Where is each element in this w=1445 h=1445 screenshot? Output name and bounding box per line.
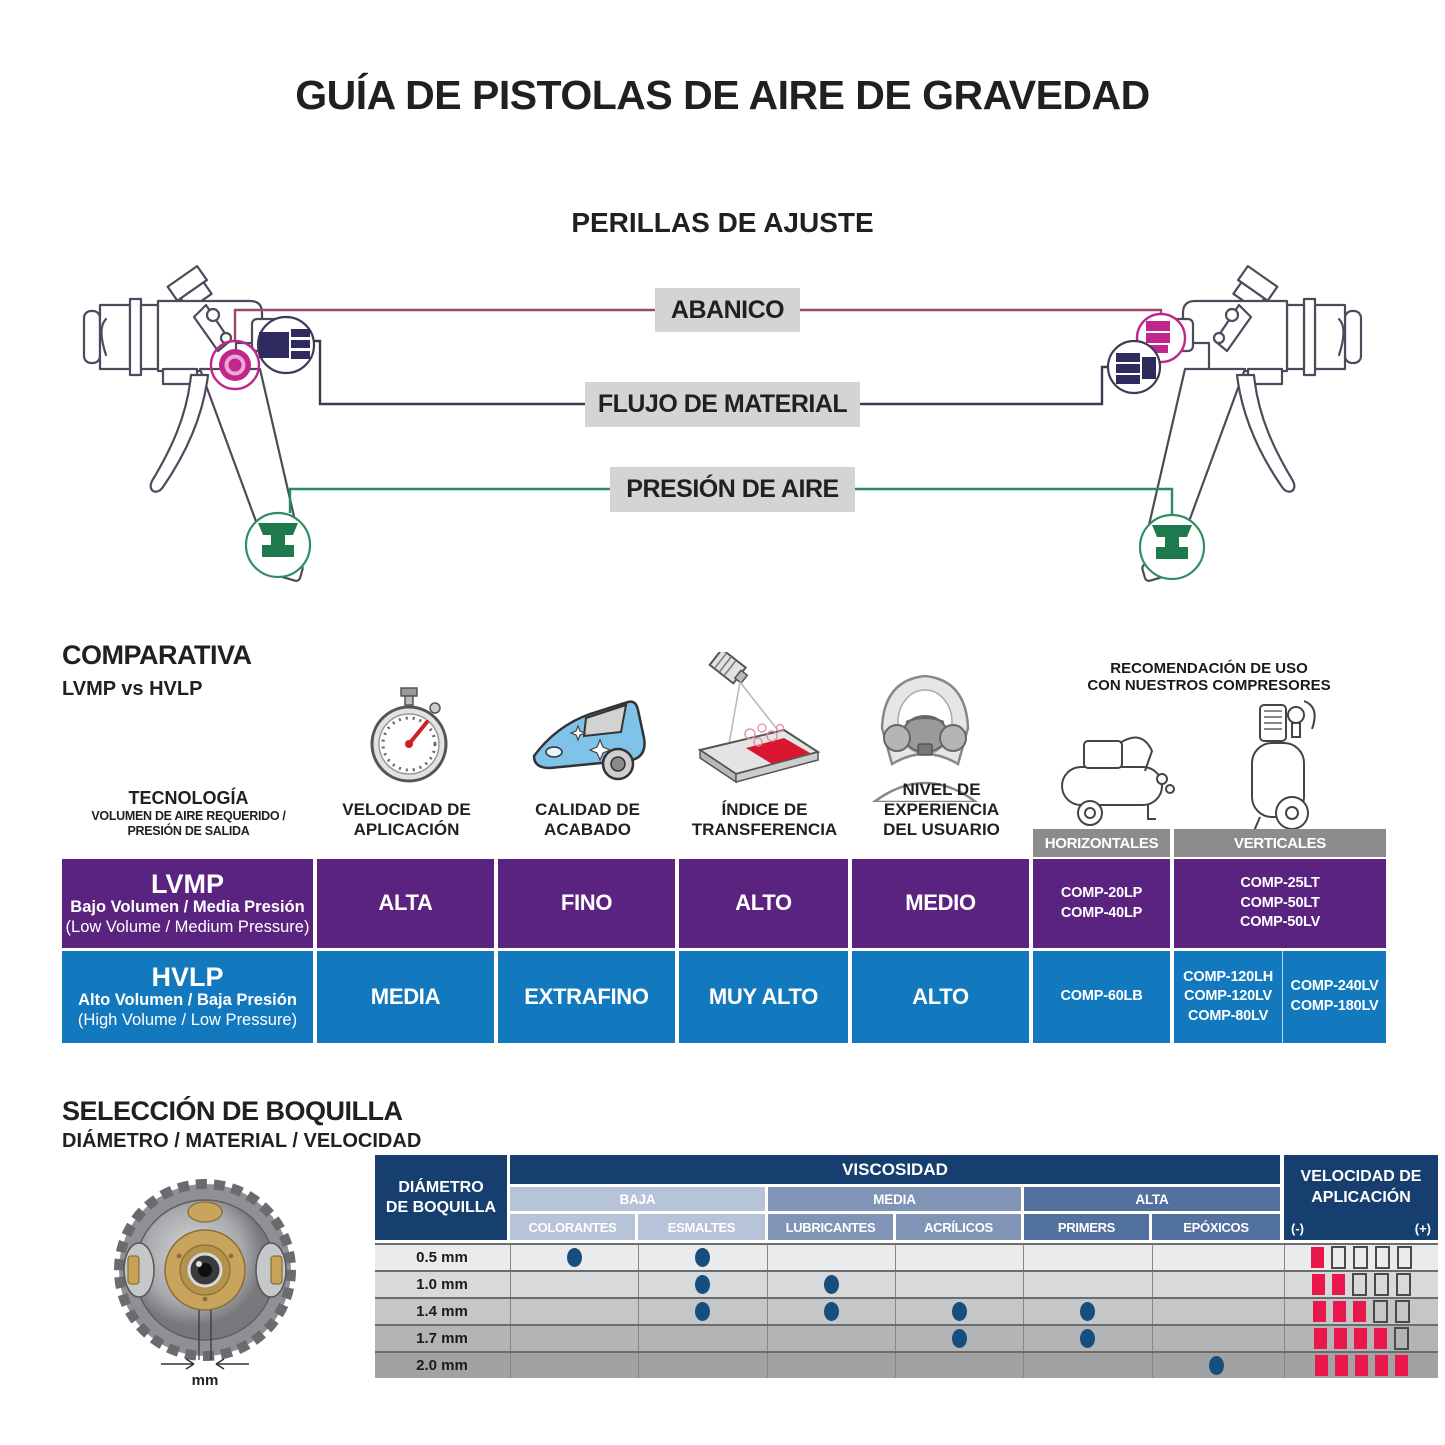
band-media: MEDIA	[768, 1187, 1021, 1211]
speed-plus-label: (+)	[1414, 1221, 1431, 1236]
column-header-verticales: VERTICALES	[1174, 829, 1386, 857]
diameter-label: 1.0 mm	[416, 1276, 468, 1293]
speed-bar-filled	[1315, 1355, 1328, 1376]
speed-bar-filled	[1353, 1301, 1366, 1322]
viscosity-cell	[767, 1272, 895, 1297]
boquilla-heading: SELECCIÓN DE BOQUILLA	[62, 1096, 403, 1126]
column-header-horizontales: HORIZONTALES	[1033, 829, 1170, 857]
air-line-right	[855, 489, 1172, 515]
speed-bar-empty	[1374, 1273, 1389, 1296]
diameter-header-cell: DIÁMETRO DE BOQUILLA	[375, 1155, 507, 1240]
knobs-section-title: PERILLAS DE AJUSTE	[571, 207, 874, 238]
viscosity-cell	[1152, 1353, 1280, 1378]
viscosity-cell	[638, 1353, 766, 1378]
speed-bar-filled	[1395, 1355, 1408, 1376]
air-knob-right-icon	[1140, 515, 1204, 579]
viscosity-cell	[767, 1299, 895, 1324]
speed-bars-cell	[1284, 1353, 1438, 1378]
air-knob-label: PRESIÓN DE AIRE	[610, 467, 855, 512]
compatibility-dot	[695, 1248, 710, 1267]
viscosity-cell	[895, 1272, 1023, 1297]
material-line-right	[860, 367, 1108, 404]
fan-knob-label: ABANICO	[655, 288, 800, 332]
compatibility-dot	[952, 1329, 967, 1348]
viscosity-cell	[767, 1353, 895, 1378]
lvmp-finish-cell: FINO	[498, 859, 675, 948]
speed-bar-filled	[1311, 1247, 1324, 1268]
material-esmaltes: ESMALTES	[638, 1214, 765, 1240]
lvmp-transfer-cell: ALTO	[679, 859, 848, 948]
viscosity-cell	[510, 1245, 638, 1270]
viscosity-cell	[767, 1245, 895, 1270]
hvlp-verticales-sub-a: COMP-120LH COMP-120LV COMP-80LV	[1174, 951, 1283, 1043]
band-baja: BAJA	[510, 1187, 765, 1211]
speed-bar-filled	[1312, 1274, 1325, 1295]
compatibility-dot	[952, 1302, 967, 1321]
viscosity-cell	[510, 1326, 638, 1351]
nozzle-table-row	[375, 1270, 1438, 1297]
speed-bars-cell	[1284, 1272, 1438, 1297]
viscosity-cell	[510, 1353, 638, 1378]
material-lubricantes: LUBRICANTES	[768, 1214, 893, 1240]
material-line-left	[302, 341, 585, 404]
material-acrilicos: ACRÍLICOS	[896, 1214, 1021, 1240]
speed-bar-filled	[1313, 1301, 1326, 1322]
hvlp-speed-cell: MEDIA	[317, 951, 494, 1043]
speed-bar-filled	[1334, 1328, 1347, 1349]
hvlp-horizontales-cell: COMP-60LB	[1033, 951, 1170, 1043]
viscosity-cell	[1152, 1326, 1280, 1351]
hvlp-finish-cell: EXTRAFINO	[498, 951, 675, 1043]
compatibility-dot	[1080, 1302, 1095, 1321]
viscosity-cell	[895, 1245, 1023, 1270]
nozzle-table-row	[375, 1351, 1438, 1378]
speed-bar-empty	[1331, 1246, 1346, 1269]
column-header-experience: NIVEL DE EXPERIENCIA DEL USUARIO	[883, 780, 1000, 840]
compatibility-dot	[567, 1248, 582, 1267]
viscosity-cell	[638, 1299, 766, 1324]
viscosity-cell	[767, 1326, 895, 1351]
speed-bars-cell	[1284, 1245, 1438, 1270]
column-header-finish: CALIDAD DE ACABADO	[535, 800, 640, 840]
vertical-compressor-icon	[1230, 695, 1340, 835]
lvmp-speed-cell: ALTA	[317, 859, 494, 948]
speed-bar-empty	[1397, 1246, 1412, 1269]
speed-bar-filled	[1374, 1328, 1387, 1349]
air-line-left	[290, 489, 610, 513]
lvmp-tech-cell: LVMP Bajo Volumen / Media Presión (Low Volume / Medium Pressure)	[62, 859, 313, 948]
viscosity-cell	[895, 1299, 1023, 1324]
car-finish-icon	[528, 694, 648, 790]
speed-bar-empty	[1396, 1273, 1411, 1296]
page-title: GUÍA DE PISTOLAS DE AIRE DE GRAVEDAD	[295, 72, 1150, 118]
speed-bar-empty	[1373, 1300, 1388, 1323]
speed-bar-empty	[1394, 1327, 1409, 1350]
material-colorantes: COLORANTES	[510, 1214, 635, 1240]
nozzle-mm-label: mm	[191, 1372, 219, 1389]
viscosity-cell	[1023, 1326, 1151, 1351]
compatibility-dot	[695, 1302, 710, 1321]
speed-bars-cell	[1284, 1299, 1438, 1324]
speed-bar-filled	[1375, 1355, 1388, 1376]
material-knob-left-icon	[258, 317, 314, 373]
comparativa-subheading: LVMP vs HVLP	[62, 678, 203, 700]
speed-bars-cell	[1284, 1326, 1438, 1351]
column-header-transfer: ÍNDICE DE TRANSFERENCIA	[691, 800, 838, 840]
nozzle-table-row	[375, 1297, 1438, 1324]
lvmp-experience-cell: MEDIO	[852, 859, 1029, 948]
viscosity-cell	[895, 1353, 1023, 1378]
diameter-label: 2.0 mm	[416, 1357, 468, 1374]
recommendation-heading: RECOMENDACIÓN DE USO CON NUESTROS COMPRESORES	[1087, 660, 1331, 694]
viscosity-cell	[1023, 1272, 1151, 1297]
nozzle-table-row	[375, 1243, 1438, 1270]
speed-bar-filled	[1355, 1355, 1368, 1376]
speed-bar-empty	[1395, 1300, 1410, 1323]
horizontal-compressor-icon	[1050, 725, 1180, 830]
viscosity-cell	[1152, 1272, 1280, 1297]
speed-bar-empty	[1352, 1273, 1367, 1296]
material-knob-right-icon	[1108, 341, 1160, 393]
viscosity-cell	[1023, 1353, 1151, 1378]
compatibility-dot	[824, 1275, 839, 1294]
compatibility-dot	[1209, 1356, 1224, 1375]
speed-bar-empty	[1375, 1246, 1390, 1269]
hvlp-transfer-cell: MUY ALTO	[679, 951, 848, 1043]
nozzle-photo	[95, 1178, 327, 1388]
viscosity-cell	[638, 1245, 766, 1270]
viscosity-cell	[895, 1326, 1023, 1351]
viscosity-cell	[1023, 1299, 1151, 1324]
compatibility-dot	[695, 1275, 710, 1294]
compatibility-dot	[824, 1302, 839, 1321]
material-epoxicos: EPÓXICOS	[1152, 1214, 1280, 1240]
transfer-index-icon	[688, 652, 828, 794]
lvmp-horizontales-cell: COMP-20LP COMP-40LP	[1033, 859, 1170, 948]
hvlp-experience-cell: ALTO	[852, 951, 1029, 1043]
comparativa-heading: COMPARATIVA	[62, 640, 252, 670]
material-primers: PRIMERS	[1024, 1214, 1149, 1240]
air-knob-left-icon	[246, 513, 310, 577]
column-header-technology: TECNOLOGÍA VOLUMEN DE AIRE REQUERIDO / PRESIÓN DE SALIDA	[91, 788, 286, 838]
speed-bar-filled	[1333, 1301, 1346, 1322]
band-alta: ALTA	[1024, 1187, 1280, 1211]
diameter-label: 1.4 mm	[416, 1303, 468, 1320]
speed-bar-empty	[1353, 1246, 1368, 1269]
speed-minus-label: (-)	[1291, 1221, 1304, 1236]
speed-bar-filled	[1335, 1355, 1348, 1376]
stopwatch-icon	[368, 686, 450, 790]
viscosity-cell	[638, 1326, 766, 1351]
diameter-label: 0.5 mm	[416, 1249, 468, 1266]
viscosity-cell	[510, 1299, 638, 1324]
column-header-speed: VELOCIDAD DE APLICACIÓN	[342, 800, 471, 840]
compatibility-dot	[1080, 1329, 1095, 1348]
viscosity-cell	[1152, 1299, 1280, 1324]
material-knob-label: FLUJO DE MATERIAL	[585, 382, 860, 427]
hvlp-tech-cell: HVLP Alto Volumen / Baja Presión (High Volume / Low Pressure)	[62, 951, 313, 1043]
boquilla-subheading: DIÁMETRO / MATERIAL / VELOCIDAD	[62, 1130, 422, 1152]
viscosity-cell	[638, 1272, 766, 1297]
diameter-label: 1.7 mm	[416, 1330, 468, 1347]
viscosity-header-cell: VISCOSIDAD	[510, 1155, 1280, 1184]
speed-header-cell: VELOCIDAD DE APLICACIÓN (-) (+)	[1284, 1155, 1438, 1240]
viscosity-cell	[1023, 1245, 1151, 1270]
speed-bar-filled	[1332, 1274, 1345, 1295]
lvmp-verticales-cell: COMP-25LT COMP-50LT COMP-50LV	[1174, 859, 1386, 948]
hvlp-verticales-cell	[1174, 951, 1386, 1043]
speed-bar-filled	[1314, 1328, 1327, 1349]
speed-bar-filled	[1354, 1328, 1367, 1349]
viscosity-cell	[510, 1272, 638, 1297]
viscosity-cell	[1152, 1245, 1280, 1270]
fan-line-right	[800, 310, 1161, 315]
nozzle-table-row	[375, 1324, 1438, 1351]
hvlp-verticales-sub-b: COMP-240LV COMP-180LV	[1290, 978, 1379, 1014]
